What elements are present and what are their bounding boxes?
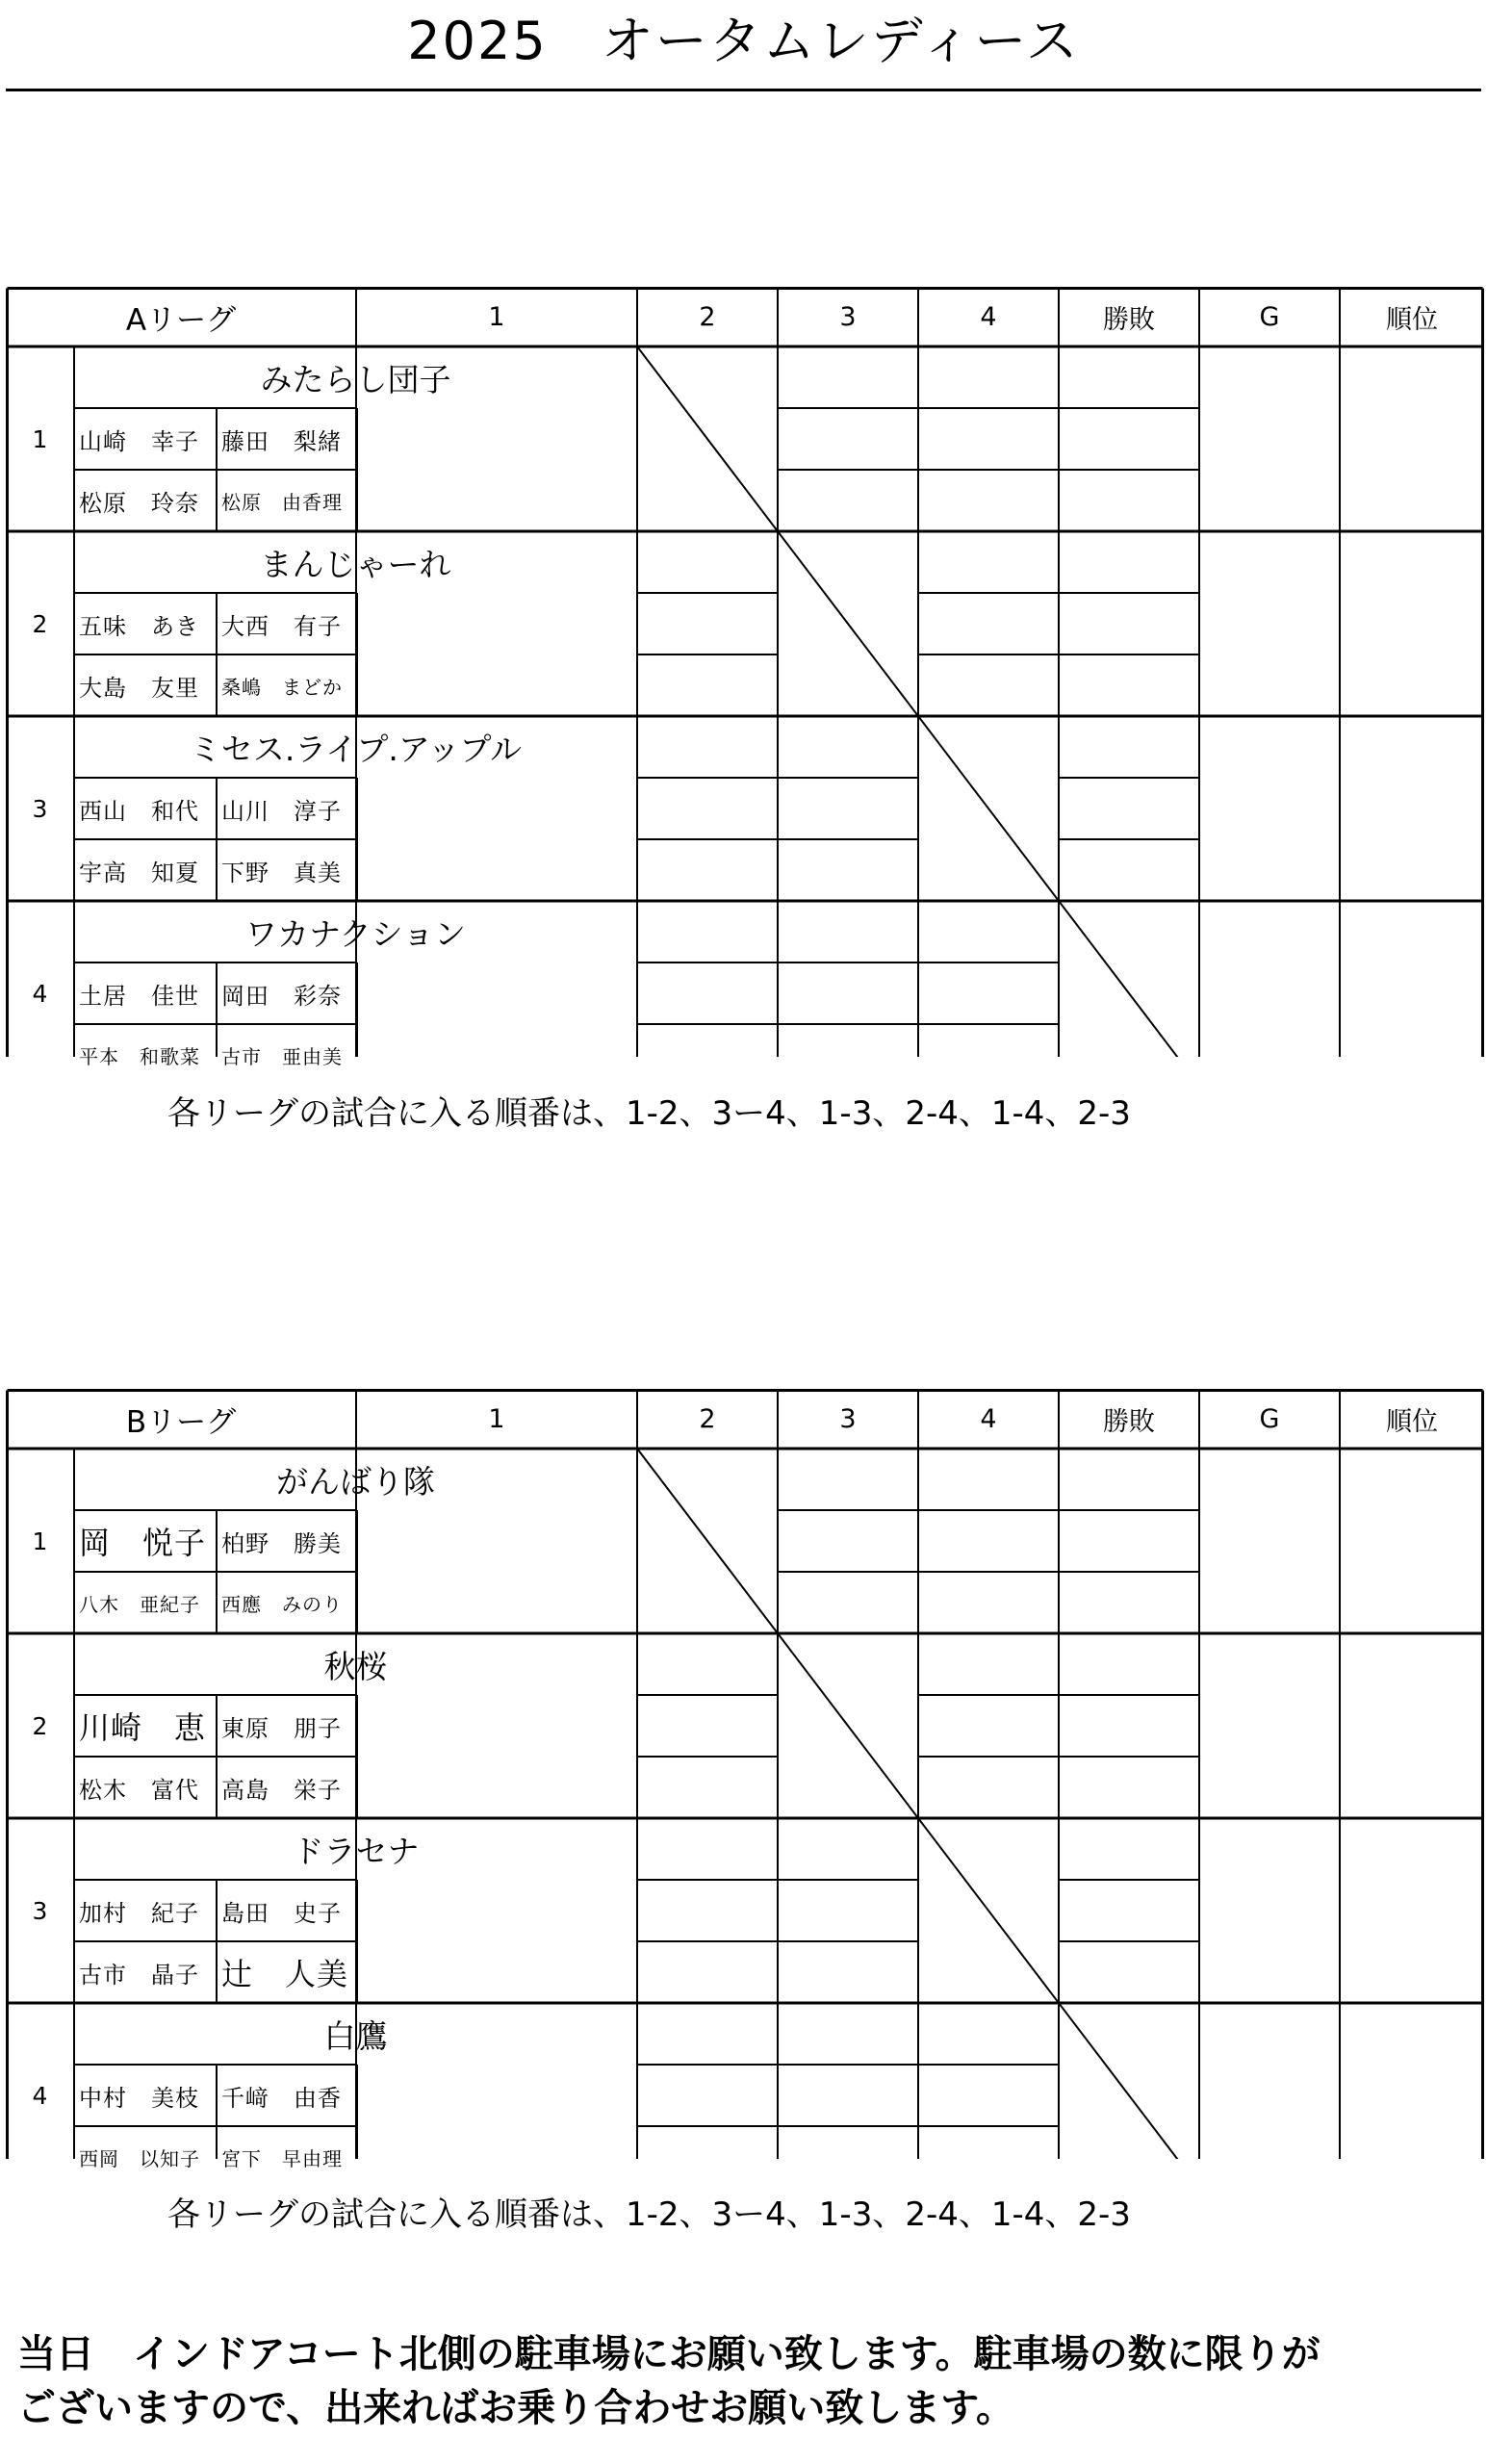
player-name: 辻 人美 (221, 1956, 349, 1992)
column-header-3: 3 (839, 301, 857, 332)
team-number: 1 (32, 424, 48, 453)
player-name: 山川 淳子 (221, 797, 342, 825)
column-header-4: 4 (980, 1403, 997, 1434)
player-name: 大西 有子 (221, 612, 342, 640)
player-name: 中村 美枝 (79, 2084, 199, 2112)
team-number: 2 (32, 1711, 48, 1740)
player-name: 柏野 勝美 (221, 1529, 342, 1557)
team-name: ミセス.ライプ.アップル (189, 730, 523, 768)
column-header-4: 4 (980, 301, 997, 332)
column-header-1: 1 (488, 1403, 505, 1434)
player-name: 宮下 早由理 (221, 2146, 343, 2170)
player-name: 平本 和歌菜 (79, 1044, 200, 1068)
league-label: Bリーグ (125, 1404, 237, 1440)
league-b-match-order-note: 各リーグの試合に入る順番は、1-2、3ー4、1-3、2-4、1-4、2-3 (167, 2195, 1131, 2234)
column-header-6: G (1259, 301, 1280, 332)
column-header-2: 2 (699, 1403, 716, 1434)
team-number: 2 (32, 609, 48, 638)
player-name: 松木 富代 (79, 1776, 199, 1804)
league-label: Aリーグ (125, 302, 237, 338)
team-number: 1 (32, 1527, 48, 1555)
player-name: 藤田 梨緒 (221, 427, 342, 455)
team-name: 白鷹 (323, 2016, 388, 2055)
player-name: 西應 みのり (221, 1592, 343, 1616)
player-name: 五味 あき (79, 612, 199, 640)
player-name: 西山 和代 (79, 797, 199, 825)
team-number: 3 (32, 794, 48, 823)
league-a-table (6, 287, 1484, 1068)
player-name: 加村 紀子 (79, 1899, 199, 1927)
player-name: 桑嶋 まどか (221, 675, 343, 699)
player-name: 岡田 彩奈 (221, 982, 342, 1010)
page-title: 2025 オータムレディース (407, 11, 1080, 71)
column-header-2: 2 (699, 301, 716, 332)
player-name: 古市 亜由美 (221, 1044, 343, 1068)
team-name: ワカナクション (244, 914, 467, 953)
column-header-7: 順位 (1386, 1406, 1438, 1437)
team-number: 4 (32, 979, 48, 1008)
team-name: ドラセナ (292, 1832, 420, 1870)
player-name: 山崎 幸子 (79, 427, 199, 455)
team-number: 4 (32, 2081, 48, 2110)
player-name: 松原 玲奈 (79, 489, 199, 517)
league-a-match-order-note: 各リーグの試合に入る順番は、1-2、3ー4、1-3、2-4、1-4、2-3 (167, 1094, 1131, 1133)
player-name: 下野 真美 (221, 859, 342, 886)
team-name: 秋桜 (323, 1647, 388, 1685)
player-name: 東原 朋子 (221, 1714, 342, 1742)
player-name: 川崎 恵 (79, 1709, 207, 1746)
column-header-5: 勝敗 (1103, 1406, 1155, 1437)
player-name: 岡 悦子 (79, 1525, 207, 1561)
team-name: みたらし団子 (260, 360, 451, 398)
parking-notice-line-1: 当日 インドアコート北側の駐車場にお願い致します。駐車場の数に限りが (17, 2332, 1320, 2376)
parking-notice (17, 2327, 1320, 2435)
league-b-table (6, 1389, 1484, 2170)
player-name: 土居 佳世 (79, 982, 199, 1010)
team-name: がんばり隊 (276, 1462, 435, 1501)
player-name: 千﨑 由香 (221, 2084, 342, 2112)
column-header-6: G (1259, 1403, 1280, 1434)
player-name: 松原 由香理 (221, 490, 343, 514)
player-name: 古市 晶子 (79, 1961, 199, 1989)
team-name: まんじゃーれ (260, 545, 451, 583)
column-header-3: 3 (839, 1403, 857, 1434)
column-header-7: 順位 (1386, 304, 1438, 335)
player-name: 八木 亜紀子 (79, 1592, 200, 1616)
column-header-1: 1 (488, 301, 505, 332)
player-name: 高島 栄子 (221, 1776, 342, 1804)
column-header-5: 勝敗 (1103, 304, 1155, 335)
title-divider (6, 89, 1481, 91)
player-name: 宇高 知夏 (79, 859, 199, 886)
parking-notice-line-2: ございますので、出来ればお乗り合わせお願い致します。 (17, 2386, 1014, 2430)
player-name: 西岡 以知子 (79, 2146, 200, 2170)
team-number: 3 (32, 1896, 48, 1925)
player-name: 島田 史子 (221, 1899, 342, 1927)
player-name: 大島 友里 (79, 674, 199, 702)
